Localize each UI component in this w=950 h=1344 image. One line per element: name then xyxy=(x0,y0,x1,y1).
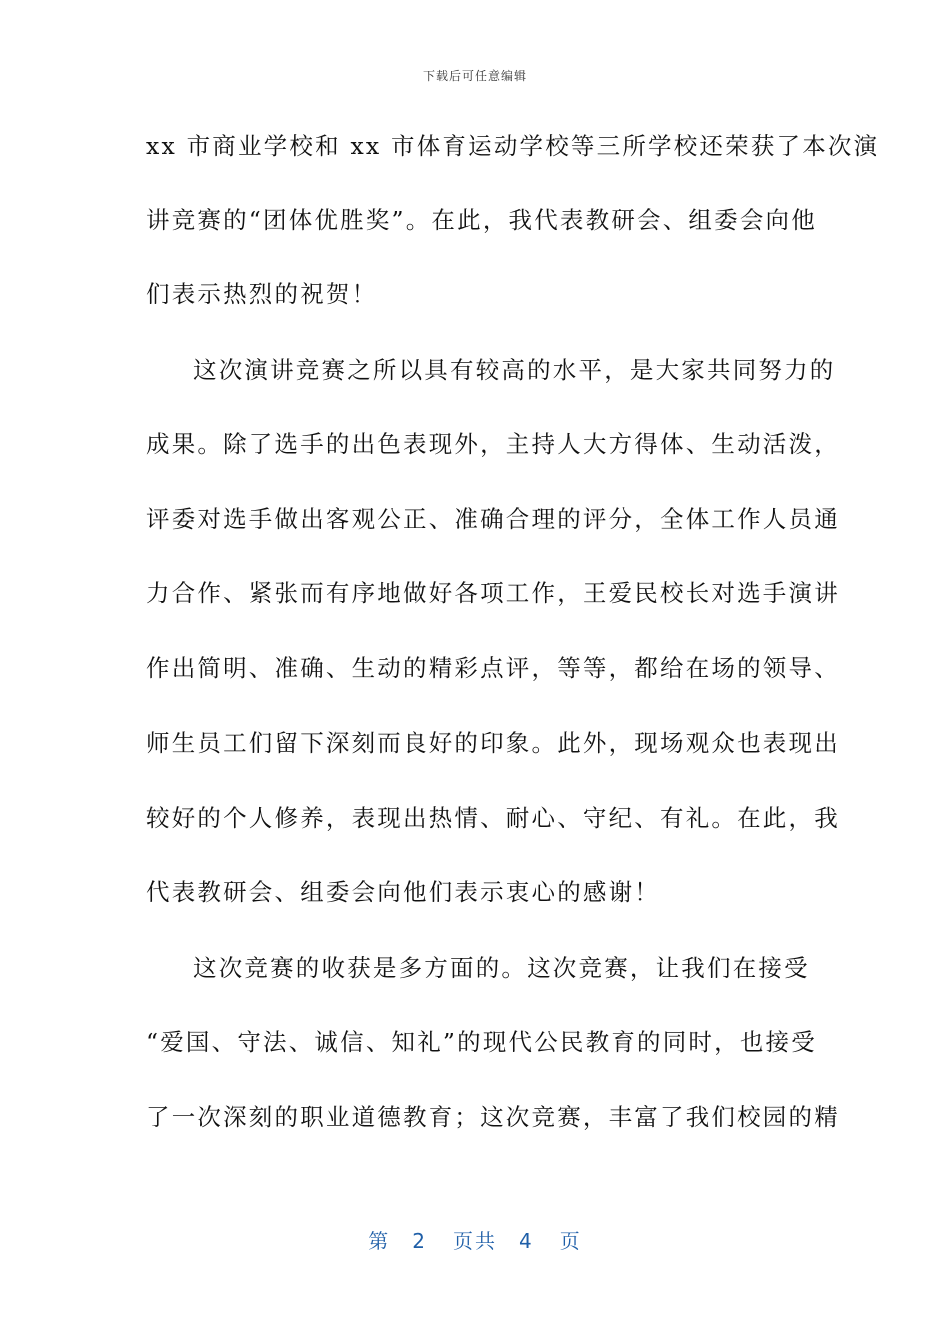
text-line: 作出简明、准确、生动的精彩点评，等等，都给在场的领导、 xyxy=(146,654,840,682)
text-line: xx 市商业学校和 xx 市体育运动学校等三所学校还荣获了本次演 xyxy=(146,132,880,160)
text-line: 讲竞赛的“团体优胜奖”。在此，我代表教研会、组委会向他 xyxy=(146,206,817,234)
page-suffix: 页 xyxy=(559,1229,582,1253)
total-pages-number: 4 xyxy=(519,1229,534,1253)
text-line: 师生员工们留下深刻而良好的印象。此外，现场观众也表现出 xyxy=(146,729,840,757)
text-line: 们表示热烈的祝贺！ xyxy=(146,280,378,308)
current-page-number: 2 xyxy=(412,1229,427,1253)
text-line: 代表教研会、组委会向他们表示衷心的感谢！ xyxy=(146,878,660,906)
paragraph-start-line: 这次演讲竞赛之所以具有较高的水平，是大家共同努力的 xyxy=(193,356,836,384)
text-line: 评委对选手做出客观公正、准确合理的评分，全体工作人员通 xyxy=(146,505,840,533)
page-prefix: 第 xyxy=(368,1229,391,1253)
text-line: 力合作、紧张而有序地做好各项工作，王爱民校长对选手演讲 xyxy=(146,579,840,607)
page-mid: 页共 xyxy=(453,1229,497,1253)
paragraph-start-line: 这次竞赛的收获是多方面的。这次竞赛，让我们在接受 xyxy=(193,954,810,982)
text-line: 成果。除了选手的出色表现外，主持人大方得体、生动活泼， xyxy=(146,430,840,458)
text-line: 了一次深刻的职业道德教育；这次竞赛，丰富了我们校园的精 xyxy=(146,1103,840,1131)
text-line: 较好的个人修养，表现出热情、耐心、守纪、有礼。在此，我 xyxy=(146,804,840,832)
page-footer xyxy=(0,1225,950,1254)
text-line: “爱国、守法、诚信、知礼”的现代公民教育的同时，也接受 xyxy=(146,1028,817,1056)
header-note: 下载后可任意编辑 xyxy=(422,69,527,83)
